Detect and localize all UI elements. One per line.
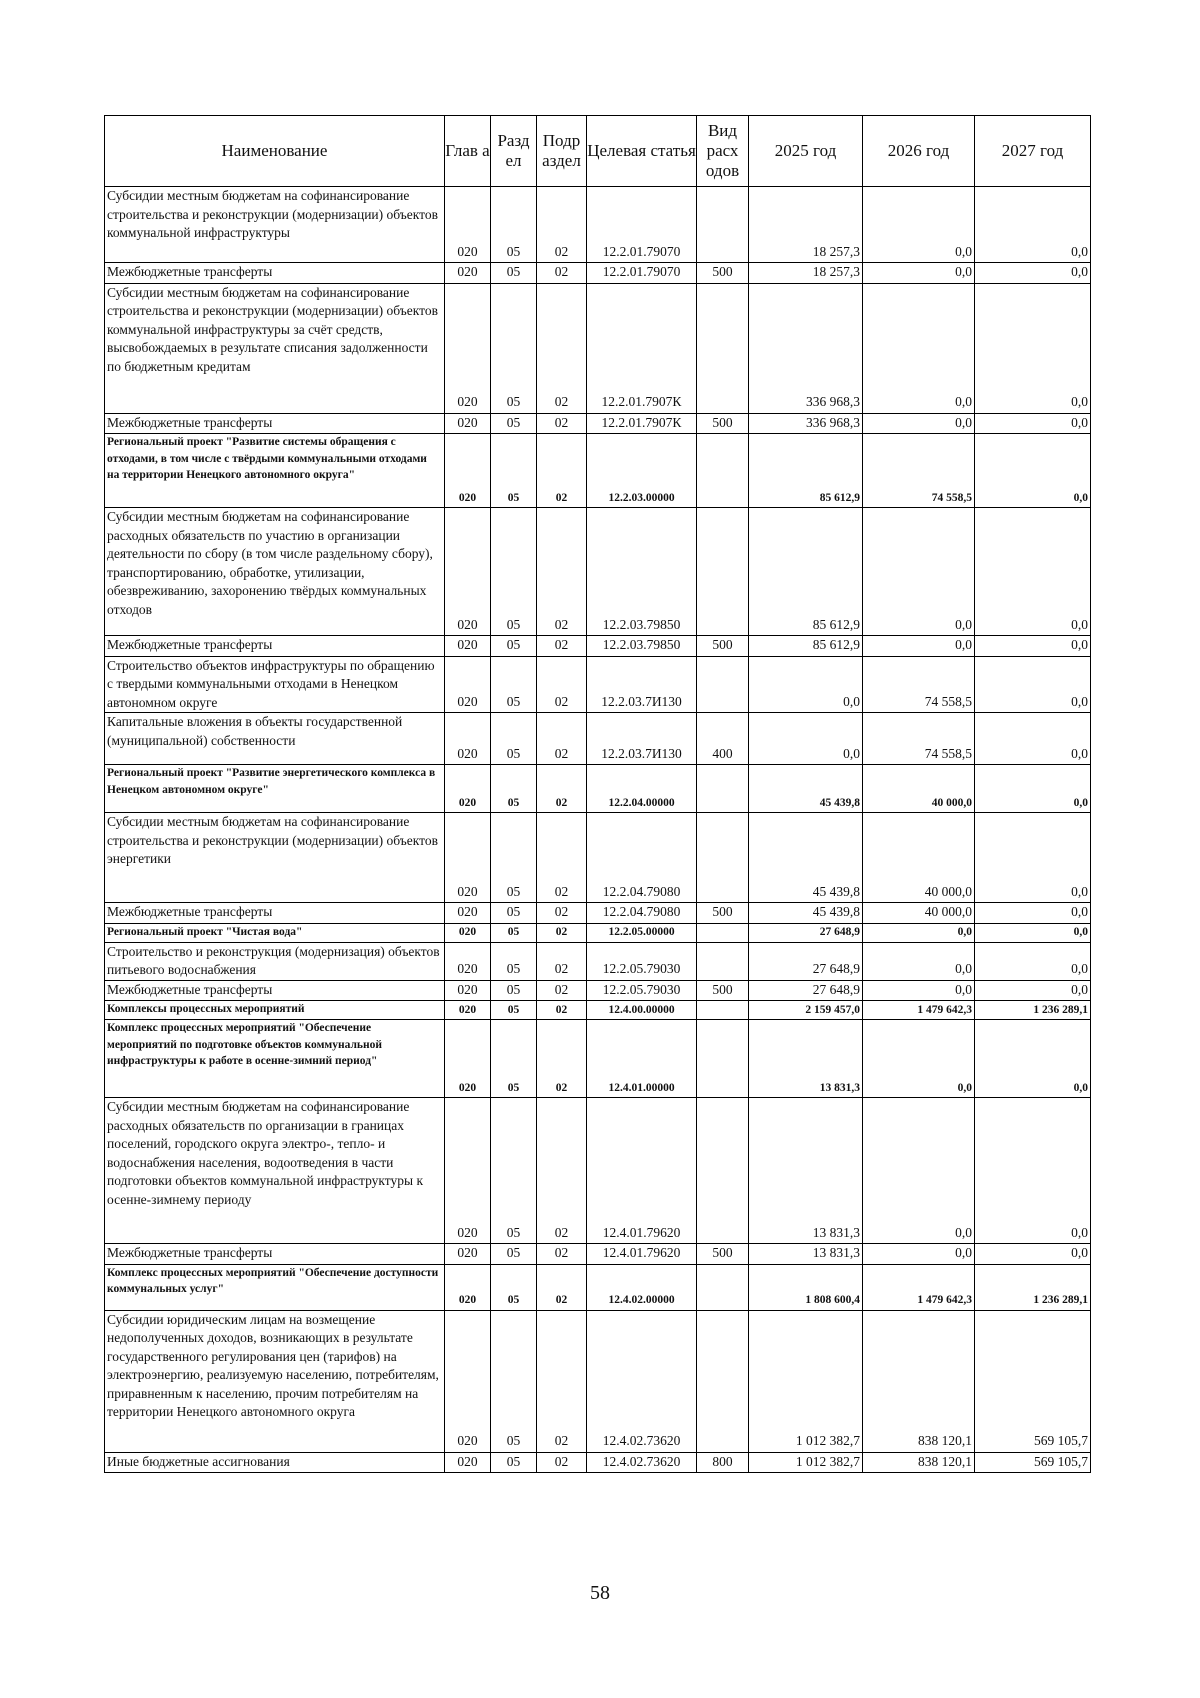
cell-glava: 020 — [445, 187, 491, 263]
cell-podrazdel: 02 — [537, 508, 587, 636]
cell-vid — [697, 656, 749, 713]
cell-name: Строительство и реконструкция (модернизация) объектов питьевого водоснабжения — [105, 942, 445, 980]
col-header-vid: Вид расх одов — [697, 116, 749, 187]
cell-glava: 020 — [445, 923, 491, 942]
cell-podrazdel: 02 — [537, 923, 587, 942]
cell-y2027: 569 105,7 — [975, 1452, 1091, 1473]
cell-y2027: 0,0 — [975, 903, 1091, 924]
cell-podrazdel: 02 — [537, 1244, 587, 1265]
cell-target: 12.2.01.7907К — [587, 283, 697, 413]
cell-vid: 500 — [697, 980, 749, 1001]
cell-y2026: 0,0 — [863, 923, 975, 942]
table-row — [105, 1098, 1091, 1244]
cell-podrazdel: 02 — [537, 1452, 587, 1473]
table-row — [105, 508, 1091, 636]
cell-y2027: 0,0 — [975, 713, 1091, 765]
cell-target: 12.2.03.79850 — [587, 636, 697, 657]
cell-razdel: 05 — [491, 187, 537, 263]
table-row — [105, 1001, 1091, 1020]
cell-y2026: 0,0 — [863, 508, 975, 636]
cell-target: 12.4.01.00000 — [587, 1020, 697, 1098]
cell-glava: 020 — [445, 1001, 491, 1020]
cell-vid — [697, 813, 749, 903]
col-header-2026: 2026 год — [863, 116, 975, 187]
cell-y2027: 1 236 289,1 — [975, 1001, 1091, 1020]
cell-podrazdel: 02 — [537, 942, 587, 980]
cell-y2026: 74 558,5 — [863, 713, 975, 765]
cell-glava: 020 — [445, 1452, 491, 1473]
cell-target: 12.2.03.79850 — [587, 508, 697, 636]
cell-y2027: 0,0 — [975, 765, 1091, 813]
cell-podrazdel: 02 — [537, 413, 587, 434]
budget-table — [104, 115, 1091, 1473]
cell-target: 12.4.01.79620 — [587, 1244, 697, 1265]
cell-podrazdel: 02 — [537, 1098, 587, 1244]
cell-vid — [697, 1001, 749, 1020]
table-row — [105, 283, 1091, 413]
cell-target: 12.4.02.73620 — [587, 1310, 697, 1452]
cell-name: Региональный проект "Развитие системы обращения с отходами, в том числе с твёрдыми коммунальными отходами на территории Ненецкого автономного округа" — [105, 434, 445, 508]
table-row — [105, 263, 1091, 284]
cell-razdel: 05 — [491, 263, 537, 284]
cell-name: Межбюджетные трансферты — [105, 413, 445, 434]
cell-target: 12.4.01.79620 — [587, 1098, 697, 1244]
cell-name: Субсидии местным бюджетам на софинансирование расходных обязательств по участию в организации деятельности по сбору (в том числе раздельному сбору), транспортированию, обработке, утилизации, обезвреживанию, захоронению твёрдых коммунальных отходов — [105, 508, 445, 636]
cell-razdel: 05 — [491, 1310, 537, 1452]
cell-y2025: 336 968,3 — [749, 413, 863, 434]
cell-vid — [697, 1310, 749, 1452]
cell-y2026: 0,0 — [863, 1020, 975, 1098]
cell-y2026: 40 000,0 — [863, 903, 975, 924]
table-row — [105, 1244, 1091, 1265]
cell-name: Межбюджетные трансферты — [105, 263, 445, 284]
cell-y2027: 569 105,7 — [975, 1310, 1091, 1452]
table-row — [105, 1452, 1091, 1473]
cell-target: 12.2.01.79070 — [587, 187, 697, 263]
cell-target: 12.4.02.00000 — [587, 1264, 697, 1310]
cell-podrazdel: 02 — [537, 283, 587, 413]
table-row — [105, 1264, 1091, 1310]
table-row — [105, 980, 1091, 1001]
cell-vid — [697, 1020, 749, 1098]
cell-name: Субсидии местным бюджетам на софинансирование расходных обязательств по организации в границах поселений, городского округа электро-, тепло- и водоснабжения населения, водоотведения в части подготовки объектов коммунальной инфраструктуры к осенне-зимнему периоду — [105, 1098, 445, 1244]
cell-podrazdel: 02 — [537, 1001, 587, 1020]
cell-razdel: 05 — [491, 1244, 537, 1265]
cell-glava: 020 — [445, 508, 491, 636]
cell-glava: 020 — [445, 263, 491, 284]
cell-target: 12.2.04.00000 — [587, 765, 697, 813]
cell-razdel: 05 — [491, 980, 537, 1001]
cell-name: Комплекс процессных мероприятий "Обеспечение доступности коммунальных услуг" — [105, 1264, 445, 1310]
cell-razdel: 05 — [491, 413, 537, 434]
cell-y2025: 18 257,3 — [749, 263, 863, 284]
cell-name: Субсидии местным бюджетам на софинансирование строительства и реконструкции (модернизации) объектов коммунальной инфраструктуры за счёт средств, высвобождаемых в результате списания задолженности по бюджетным кредитам — [105, 283, 445, 413]
cell-vid: 800 — [697, 1452, 749, 1473]
cell-y2027: 0,0 — [975, 1244, 1091, 1265]
cell-y2026: 0,0 — [863, 413, 975, 434]
col-header-target: Целевая статья — [587, 116, 697, 187]
cell-y2025: 13 831,3 — [749, 1244, 863, 1265]
cell-target: 12.2.01.79070 — [587, 263, 697, 284]
cell-y2027: 0,0 — [975, 508, 1091, 636]
cell-vid: 500 — [697, 263, 749, 284]
cell-vid — [697, 765, 749, 813]
cell-razdel: 05 — [491, 1264, 537, 1310]
cell-y2025: 336 968,3 — [749, 283, 863, 413]
cell-glava: 020 — [445, 1098, 491, 1244]
cell-name: Комплексы процессных мероприятий — [105, 1001, 445, 1020]
cell-glava: 020 — [445, 283, 491, 413]
cell-vid: 500 — [697, 903, 749, 924]
cell-y2025: 0,0 — [749, 656, 863, 713]
cell-y2025: 85 612,9 — [749, 636, 863, 657]
cell-razdel: 05 — [491, 1020, 537, 1098]
cell-glava: 020 — [445, 1264, 491, 1310]
cell-glava: 020 — [445, 434, 491, 508]
cell-y2026: 1 479 642,3 — [863, 1264, 975, 1310]
table-row — [105, 434, 1091, 508]
table-row — [105, 1310, 1091, 1452]
cell-target: 12.2.05.79030 — [587, 980, 697, 1001]
cell-y2027: 0,0 — [975, 923, 1091, 942]
cell-vid — [697, 1098, 749, 1244]
cell-glava: 020 — [445, 1020, 491, 1098]
cell-glava: 020 — [445, 713, 491, 765]
cell-glava: 020 — [445, 980, 491, 1001]
cell-y2025: 18 257,3 — [749, 187, 863, 263]
cell-podrazdel: 02 — [537, 813, 587, 903]
cell-y2025: 0,0 — [749, 713, 863, 765]
cell-y2027: 0,0 — [975, 980, 1091, 1001]
cell-razdel: 05 — [491, 1452, 537, 1473]
cell-name: Капитальные вложения в объекты государственной (муниципальной) собственности — [105, 713, 445, 765]
cell-target: 12.2.03.00000 — [587, 434, 697, 508]
cell-razdel: 05 — [491, 283, 537, 413]
cell-podrazdel: 02 — [537, 636, 587, 657]
cell-podrazdel: 02 — [537, 765, 587, 813]
cell-y2026: 838 120,1 — [863, 1452, 975, 1473]
cell-y2025: 85 612,9 — [749, 508, 863, 636]
cell-y2025: 1 808 600,4 — [749, 1264, 863, 1310]
cell-y2026: 74 558,5 — [863, 656, 975, 713]
cell-name: Субсидии местным бюджетам на софинансирование строительства и реконструкции (модернизации) объектов коммунальной инфраструктуры — [105, 187, 445, 263]
cell-name: Иные бюджетные ассигнования — [105, 1452, 445, 1473]
cell-target: 12.2.04.79080 — [587, 813, 697, 903]
table-row — [105, 903, 1091, 924]
cell-y2026: 1 479 642,3 — [863, 1001, 975, 1020]
cell-vid: 500 — [697, 413, 749, 434]
cell-glava: 020 — [445, 813, 491, 903]
cell-name: Субсидии местным бюджетам на софинансирование строительства и реконструкции (модернизации) объектов энергетики — [105, 813, 445, 903]
table-row — [105, 923, 1091, 942]
cell-y2027: 0,0 — [975, 942, 1091, 980]
cell-y2026: 0,0 — [863, 1244, 975, 1265]
cell-name: Комплекс процессных мероприятий "Обеспечение мероприятий по подготовке объектов коммунальной инфраструктуры к работе в осенне-зимний период" — [105, 1020, 445, 1098]
cell-y2025: 27 648,9 — [749, 980, 863, 1001]
cell-razdel: 05 — [491, 942, 537, 980]
cell-y2026: 838 120,1 — [863, 1310, 975, 1452]
cell-y2026: 0,0 — [863, 636, 975, 657]
cell-target: 12.2.05.79030 — [587, 942, 697, 980]
cell-name: Региональный проект "Развитие энергетического комплекса в Ненецком автономном округе" — [105, 765, 445, 813]
cell-y2027: 0,0 — [975, 283, 1091, 413]
cell-podrazdel: 02 — [537, 187, 587, 263]
cell-target: 12.2.03.7И130 — [587, 656, 697, 713]
table-row — [105, 636, 1091, 657]
cell-vid: 500 — [697, 636, 749, 657]
cell-y2027: 1 236 289,1 — [975, 1264, 1091, 1310]
cell-y2026: 40 000,0 — [863, 765, 975, 813]
cell-y2027: 0,0 — [975, 263, 1091, 284]
col-header-2025: 2025 год — [749, 116, 863, 187]
cell-y2025: 1 012 382,7 — [749, 1452, 863, 1473]
cell-razdel: 05 — [491, 923, 537, 942]
cell-vid — [697, 187, 749, 263]
cell-podrazdel: 02 — [537, 434, 587, 508]
cell-y2026: 0,0 — [863, 283, 975, 413]
cell-target: 12.4.02.73620 — [587, 1452, 697, 1473]
cell-vid — [697, 1264, 749, 1310]
cell-razdel: 05 — [491, 1001, 537, 1020]
cell-y2027: 0,0 — [975, 1098, 1091, 1244]
cell-vid: 400 — [697, 713, 749, 765]
cell-y2025: 45 439,8 — [749, 903, 863, 924]
table-row — [105, 813, 1091, 903]
cell-y2025: 85 612,9 — [749, 434, 863, 508]
table-body — [105, 187, 1091, 1473]
cell-y2025: 27 648,9 — [749, 942, 863, 980]
cell-y2027: 0,0 — [975, 813, 1091, 903]
cell-razdel: 05 — [491, 1098, 537, 1244]
cell-y2025: 45 439,8 — [749, 765, 863, 813]
col-header-razdel: Разд ел — [491, 116, 537, 187]
cell-podrazdel: 02 — [537, 1310, 587, 1452]
cell-y2025: 27 648,9 — [749, 923, 863, 942]
cell-glava: 020 — [445, 765, 491, 813]
cell-glava: 020 — [445, 636, 491, 657]
cell-name: Субсидии юридическим лицам на возмещение недополученных доходов, возникающих в результате государственного регулирования цен (тарифов) на электроэнергию, реализуемую населению, потребителям, приравненным к населению, прочим потребителям на территории Ненецкого автономного округа — [105, 1310, 445, 1452]
cell-vid — [697, 434, 749, 508]
cell-vid — [697, 508, 749, 636]
table-row — [105, 1020, 1091, 1098]
col-header-2027: 2027 год — [975, 116, 1091, 187]
cell-target: 12.4.00.00000 — [587, 1001, 697, 1020]
cell-y2026: 0,0 — [863, 1098, 975, 1244]
cell-razdel: 05 — [491, 434, 537, 508]
cell-y2025: 13 831,3 — [749, 1020, 863, 1098]
cell-razdel: 05 — [491, 636, 537, 657]
col-header-name: Наименование — [105, 116, 445, 187]
cell-y2026: 0,0 — [863, 942, 975, 980]
cell-name: Межбюджетные трансферты — [105, 636, 445, 657]
header-row — [105, 116, 1091, 187]
cell-name: Межбюджетные трансферты — [105, 903, 445, 924]
cell-podrazdel: 02 — [537, 713, 587, 765]
cell-vid — [697, 923, 749, 942]
cell-podrazdel: 02 — [537, 656, 587, 713]
cell-vid: 500 — [697, 1244, 749, 1265]
cell-podrazdel: 02 — [537, 263, 587, 284]
table-row — [105, 942, 1091, 980]
cell-y2027: 0,0 — [975, 434, 1091, 508]
cell-y2026: 40 000,0 — [863, 813, 975, 903]
cell-vid — [697, 942, 749, 980]
cell-razdel: 05 — [491, 765, 537, 813]
cell-y2026: 74 558,5 — [863, 434, 975, 508]
cell-podrazdel: 02 — [537, 1264, 587, 1310]
page-number: 58 — [590, 1582, 610, 1604]
cell-razdel: 05 — [491, 713, 537, 765]
cell-name: Региональный проект "Чистая вода" — [105, 923, 445, 942]
cell-glava: 020 — [445, 942, 491, 980]
cell-y2026: 0,0 — [863, 980, 975, 1001]
cell-y2027: 0,0 — [975, 656, 1091, 713]
cell-y2025: 1 012 382,7 — [749, 1310, 863, 1452]
cell-glava: 020 — [445, 1310, 491, 1452]
cell-y2025: 45 439,8 — [749, 813, 863, 903]
cell-razdel: 05 — [491, 508, 537, 636]
cell-glava: 020 — [445, 903, 491, 924]
cell-y2025: 13 831,3 — [749, 1098, 863, 1244]
cell-podrazdel: 02 — [537, 980, 587, 1001]
cell-podrazdel: 02 — [537, 903, 587, 924]
cell-glava: 020 — [445, 656, 491, 713]
cell-y2027: 0,0 — [975, 636, 1091, 657]
cell-y2026: 0,0 — [863, 263, 975, 284]
table-row — [105, 656, 1091, 713]
cell-target: 12.2.04.79080 — [587, 903, 697, 924]
cell-glava: 020 — [445, 1244, 491, 1265]
col-header-glava: Глав а — [445, 116, 491, 187]
table-row — [105, 765, 1091, 813]
cell-target: 12.2.03.7И130 — [587, 713, 697, 765]
cell-glava: 020 — [445, 413, 491, 434]
cell-y2025: 2 159 457,0 — [749, 1001, 863, 1020]
cell-name: Строительство объектов инфраструктуры по обращению с твердыми коммунальными отходами в Ненецком автономном округе — [105, 656, 445, 713]
col-header-podrazdel: Подр аздел — [537, 116, 587, 187]
cell-target: 12.2.05.00000 — [587, 923, 697, 942]
cell-razdel: 05 — [491, 813, 537, 903]
cell-y2027: 0,0 — [975, 187, 1091, 263]
cell-podrazdel: 02 — [537, 1020, 587, 1098]
cell-target: 12.2.01.7907К — [587, 413, 697, 434]
cell-razdel: 05 — [491, 903, 537, 924]
cell-y2027: 0,0 — [975, 1020, 1091, 1098]
cell-razdel: 05 — [491, 656, 537, 713]
cell-vid — [697, 283, 749, 413]
table-row — [105, 713, 1091, 765]
cell-name: Межбюджетные трансферты — [105, 1244, 445, 1265]
cell-y2026: 0,0 — [863, 187, 975, 263]
cell-name: Межбюджетные трансферты — [105, 980, 445, 1001]
cell-y2027: 0,0 — [975, 413, 1091, 434]
table-row — [105, 187, 1091, 263]
table-row — [105, 413, 1091, 434]
